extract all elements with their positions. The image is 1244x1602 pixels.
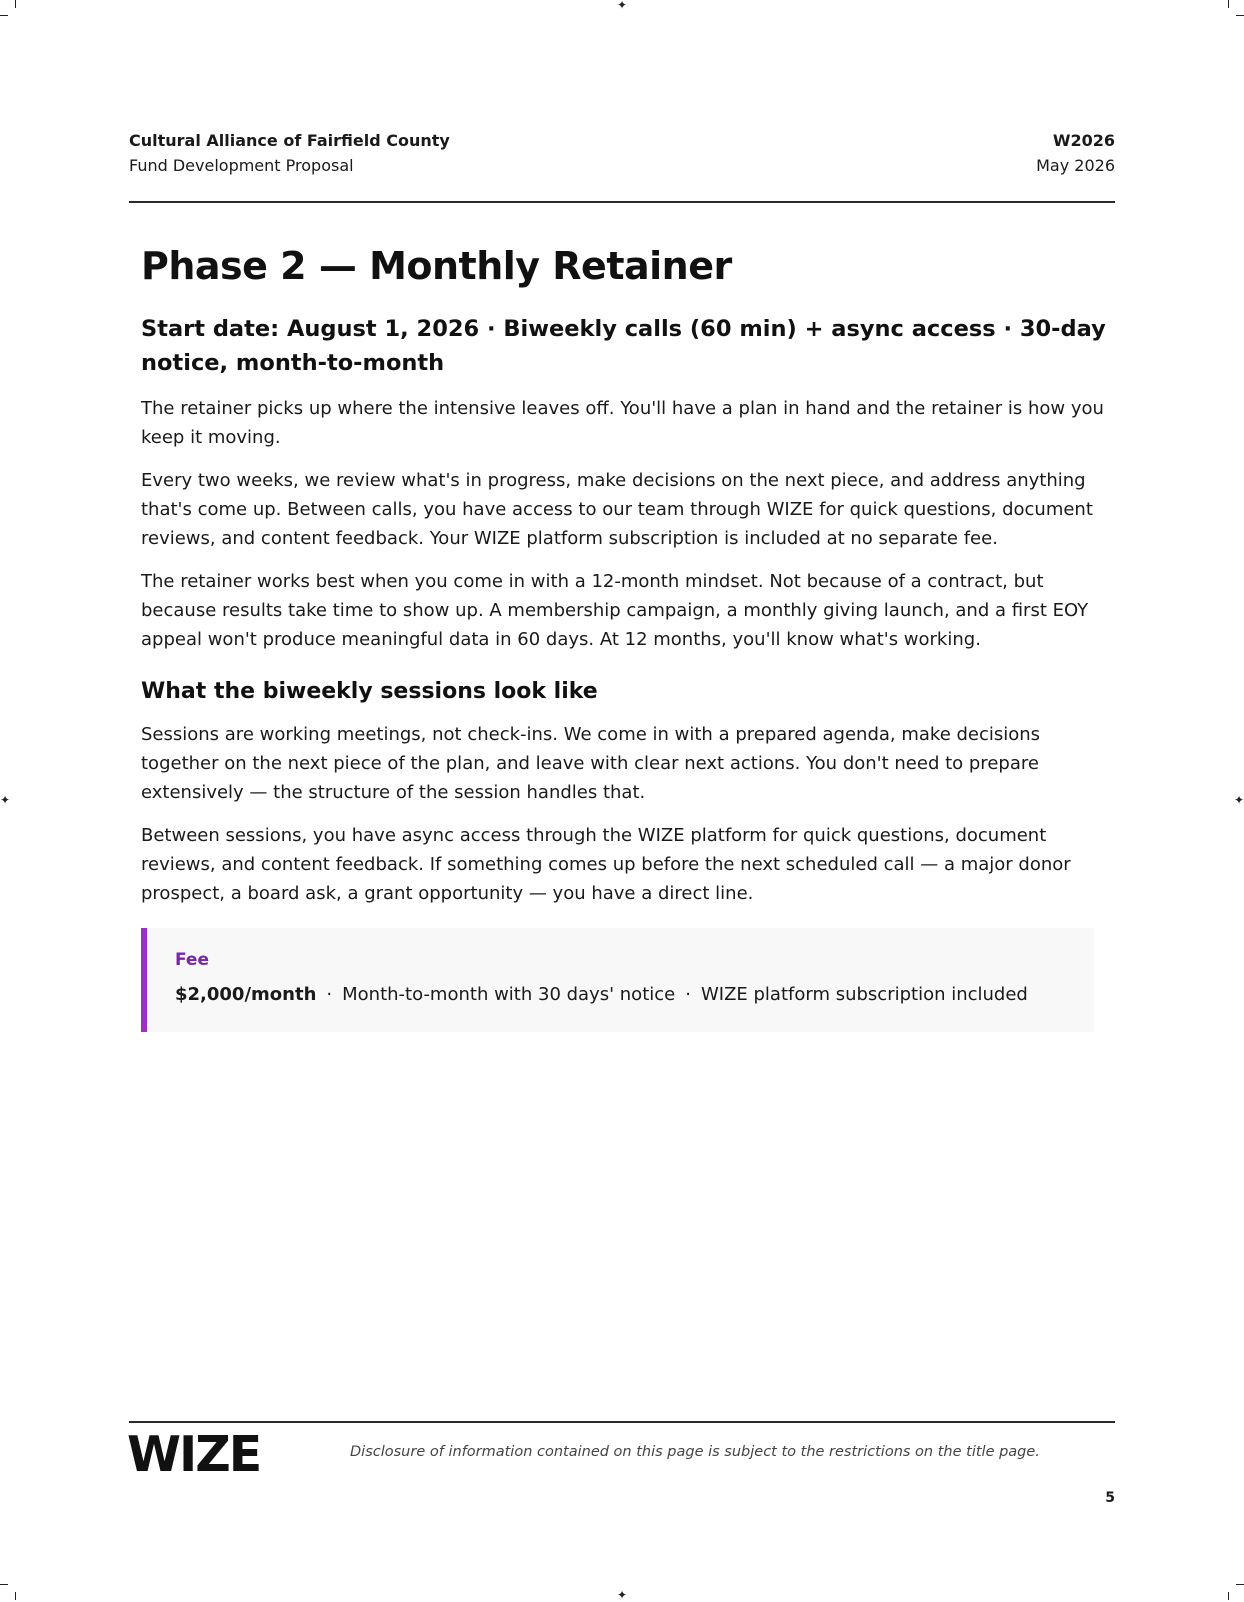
page-header xyxy=(129,131,1115,203)
fee-amount: $2,000/month xyxy=(175,984,317,1005)
body-paragraph: Between sessions, you have async access through the WIZE platform for quick questions, document reviews, and content feedback. If something comes up before the next scheduled call — a major donor prospect, a board ask, a grant opportunity — you have a direct line. xyxy=(141,825,1071,904)
registration-mark-icon: ✦ xyxy=(1233,793,1244,807)
crop-mark xyxy=(15,0,16,8)
separator: · xyxy=(685,984,691,1005)
crop-mark xyxy=(1236,15,1244,16)
page-content xyxy=(141,240,1106,1032)
crop-mark xyxy=(1228,1592,1229,1600)
page-title: Phase 2 — Monthly Retainer xyxy=(141,244,732,288)
wize-logo: WIZE xyxy=(127,1426,261,1483)
footer-divider xyxy=(129,1421,1115,1423)
body-paragraph: Sessions are working meetings, not check-ins. We come in with a prepared agenda, make decisions together on the next piece of the plan, and leave with clear next actions. You don't need to prepare extensively — the structure of the session handles that. xyxy=(141,724,1041,803)
proposal-code: W2026 xyxy=(1052,131,1115,150)
crop-mark xyxy=(15,1592,16,1600)
page-number: 5 xyxy=(1105,1490,1115,1506)
crop-mark xyxy=(0,1584,8,1585)
fee-callout xyxy=(141,928,1094,1032)
registration-mark-icon: ✦ xyxy=(0,793,11,807)
organization-name: Cultural Alliance of Fairfield County xyxy=(129,131,450,150)
body-paragraph: The retainer picks up where the intensive leaves off. You'll have a plan in hand and the retainer is how you keep it moving. xyxy=(141,398,1104,448)
crop-mark xyxy=(0,15,8,16)
crop-mark xyxy=(1236,1584,1244,1585)
disclaimer: Disclosure of information contained on this page is subject to the restrictions on the title page. xyxy=(350,1444,1040,1460)
registration-mark-icon: ✦ xyxy=(616,1588,628,1602)
phase-summary: Start date: August 1, 2026 · Biweekly calls (60 min) + async access · 30-day notice, month-to-month xyxy=(141,316,1106,376)
registration-mark-icon: ✦ xyxy=(616,0,628,12)
body-paragraph: The retainer works best when you come in with a 12-month mindset. Not because of a contract, but because results take time to show up. A membership campaign, a monthly giving launch, and a first EOY appeal won't produce meaningful data in 60 days. At 12 months, you'll know what's working. xyxy=(141,571,1089,650)
fee-inclusion: WIZE platform subscription included xyxy=(700,984,1028,1005)
section-heading: What the biweekly sessions look like xyxy=(141,679,598,704)
proposal-date: May 2026 xyxy=(1036,156,1115,175)
fee-terms: Month-to-month with 30 days' notice xyxy=(342,984,676,1005)
document-type: Fund Development Proposal xyxy=(129,156,354,175)
fee-details xyxy=(175,984,1028,1005)
separator: · xyxy=(326,984,333,1005)
crop-mark xyxy=(1228,0,1229,8)
body-paragraph: Every two weeks, we review what's in progress, make decisions on the next piece, and address anything that's come up. Between calls, you have access to our team through WIZE for quick questions, document reviews, and content feedback. Your WIZE platform subscription is included at no separate fee. xyxy=(141,470,1093,549)
fee-label: Fee xyxy=(175,950,209,970)
